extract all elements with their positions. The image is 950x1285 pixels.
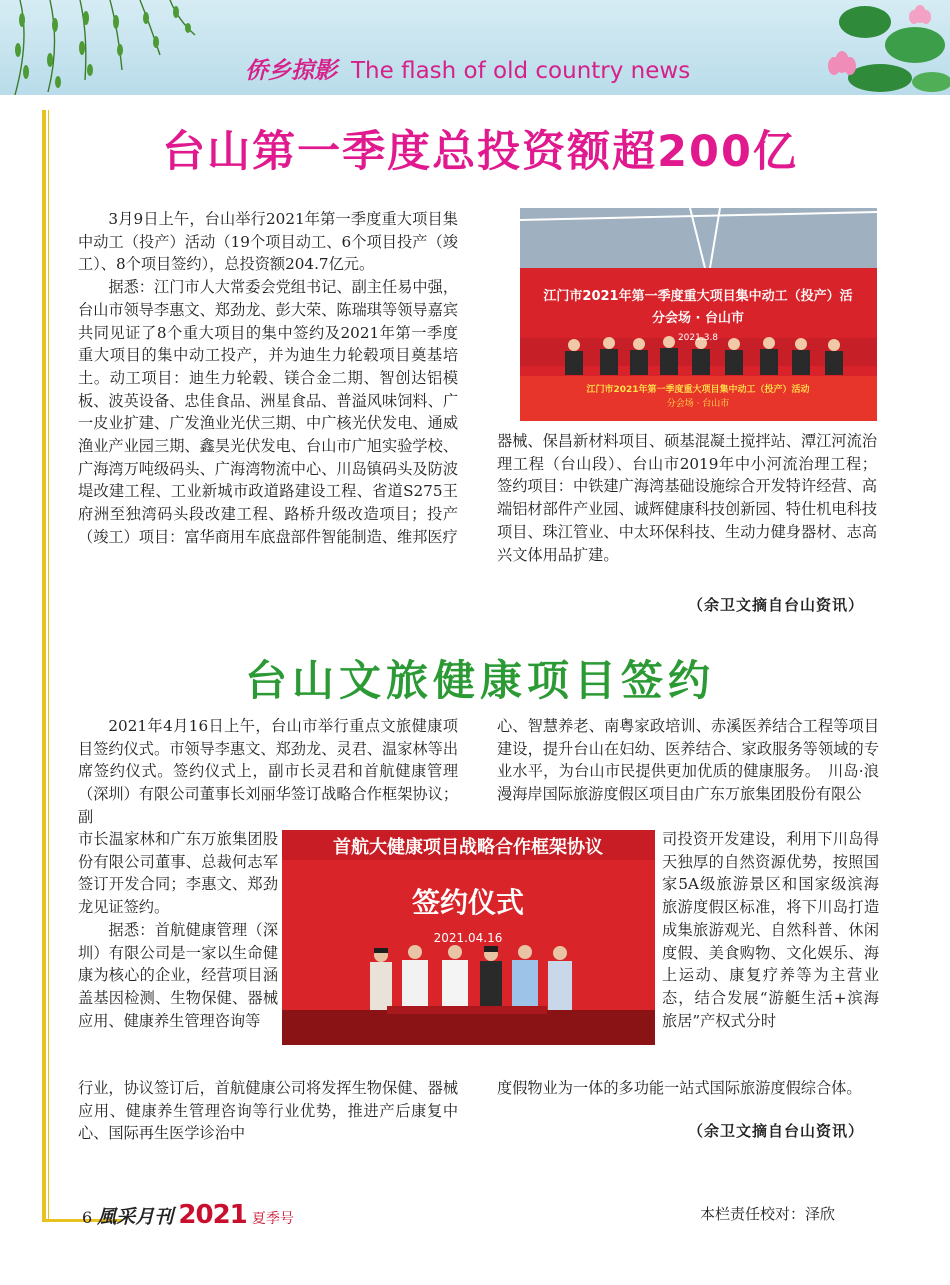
photo1-date: 2021.3.8: [677, 333, 719, 343]
header-band: [0, 0, 950, 95]
article2-right-top: [497, 715, 879, 806]
article2-photo: [282, 830, 655, 1045]
photo1-table-line2: 分会场 · 台山市: [666, 399, 730, 409]
article2-right-narrow: [662, 828, 879, 1032]
article1-photo: [520, 208, 877, 421]
ceremony-stage-photo: [520, 208, 877, 421]
left-gold-rule-thin: [48, 110, 49, 1220]
article2-paragraph: 2021年4月16日上午，台山市举行重点文旅健康项目签约仪式。市领导李惠文、郑劲龙、灵君、温家林等出席签约仪式。签约仪式上，副市长灵君和首航健康管理（深圳）有限公司董事长刘丽华签订战略合作框架协议；副: [78, 717, 458, 826]
column-heading-cn: 侨乡掠影: [245, 58, 337, 84]
photo1-table-line1: 江门市2021年第一季度重大项目集中动工（投产）活动: [586, 385, 810, 395]
column-heading-en: The flash of old country news: [351, 58, 691, 84]
article2-title: 台山文旅健康项目签约: [244, 656, 715, 705]
willow-decoration: [0, 0, 200, 95]
photo2-banner-title: 首航大健康项目战略合作框架协议: [333, 837, 603, 858]
proofreader-credit: 本栏责任校对：泽欣: [700, 1205, 836, 1223]
article2-credit: （余卫文摘自台山资讯）: [688, 1122, 865, 1140]
left-gold-rule: [42, 110, 46, 1220]
article1-right-column: [497, 430, 877, 566]
magazine-name: 風采月刊: [97, 1206, 174, 1228]
column-heading: [245, 52, 690, 85]
article2-paragraph: 据悉：首航健康管理（深圳）有限公司是一家以生命健康为核心的企业，经营项目涵盖基因检测、生物保健、器械应用、健康养生管理咨询等: [78, 920, 278, 1030]
article1-paragraph: 3月9日上午，台山举行2021年第一季度重大项目集中动工（投产）活动（19个项目动工、6个项目投产（竣工）、8个项目签约），总投资额204.7亿元。: [78, 210, 458, 274]
issue-season: 夏季号: [251, 1211, 294, 1227]
article1-credit: （余卫文摘自台山资讯）: [688, 596, 865, 614]
photo2-date: 2021.04.16: [433, 931, 503, 945]
issue-year: 2021: [178, 1200, 247, 1230]
article1-paragraph-cont: 器械、保昌新材料项目、硕基混凝土搅拌站、潭江河流治理工程（台山段）、台山市2019年中小河流治理工程；签约项目：中铁建广海湾基础设施综合开发特许经营、高端铝材部件产业园、诚辉健康科技创新园、特仕机电科技项目、珠江管业、中太环保科技、生动力健身器材、志高兴文体用品扩建。: [497, 432, 877, 564]
article2-paragraph-cont: 度假物业为一体的多功能一站式国际旅游度假综合体。: [497, 1079, 862, 1097]
article2-paragraph-cont: 市长温家林和广东万旅集团股份有限公司董事、总裁何志军签订开发合同；李惠文、郑劲龙见证签约。: [78, 830, 278, 917]
photo2-ceremony-text: 签约仪式: [411, 886, 525, 919]
article1-paragraph: 据悉：江门市人大常委会党组书记、副主任易中强，台山市领导李惠文、郑劲龙、彭大荣、陈瑞琪等领导嘉宾共同见证了8个重大项目的集中签约及2021年第一季度重大项目的集中动工投产，并为迪生力轮毂项目奠基培土。动工项目：迪生力轮毂、镁合金二期、智创达铝模板、波英设备、忠佳食品、洲星食品、普溢风味饲料、广一皮业扩建、广发渔业光伏三期、中广核光伏发电、通威渔业产业园三期、鑫昊光伏发电、台山市广旭实验学校、广海湾万吨级码头、广海湾物流中心、川岛镇码头及防波堤改建工程、工业新城市政道路建设工程、省道S275王府洲至独湾码头段改建工程、路桥升级改造项目；投产（竣工）项目：富华商用车底盘部件智能制造、维邦医疗: [78, 278, 458, 546]
page-number: 6: [82, 1208, 93, 1227]
article2-paragraph-cont: 行业，协议签订后，首航健康公司将发挥生物保健、器械应用、健康养生管理咨询等行业优势，推进产后康复中心、国际再生医学诊治中: [78, 1079, 458, 1143]
signing-ceremony-photo: [282, 830, 655, 1045]
article2-left-bottom: [78, 1077, 458, 1145]
lotus-decoration: [820, 0, 950, 95]
footer-left: [82, 1200, 294, 1230]
photo1-banner-line2: 分会场 · 台山市: [652, 311, 744, 326]
article2-left-top: [78, 715, 458, 829]
article2-paragraph-cont: 心、智慧养老、南粤家政培训、赤溪医养结合工程等项目建设，提升台山在妇幼、医养结合、家政服务等领域的专业水平，为台山市民提供更加优质的健康服务。 川岛·浪漫海岸国际旅游度假区项目由广东万旅集团股份有限公: [497, 717, 879, 804]
article2-paragraph-cont: 司投资开发建设，利用下川岛得天独厚的自然资源优势，按照国家5A级旅游景区和国家级滨海旅游度假区标准，将下川岛打造成集旅游观光、自然科普、休闲度假、美食购物、文化娱乐、海上运动、康复疗养等为主营业态，结合发展“游艇生活+滨海旅居”产权式分时: [662, 830, 879, 1030]
photo1-banner-line1: 江门市2021年第一季度重大项目集中动工（投产）活: [543, 289, 853, 304]
article1-title: 台山第一季度总投资额超200亿: [162, 127, 798, 177]
article1-left-column: [78, 208, 458, 549]
article2-left-narrow: [78, 828, 278, 1032]
article2-right-bottom: [497, 1077, 879, 1100]
